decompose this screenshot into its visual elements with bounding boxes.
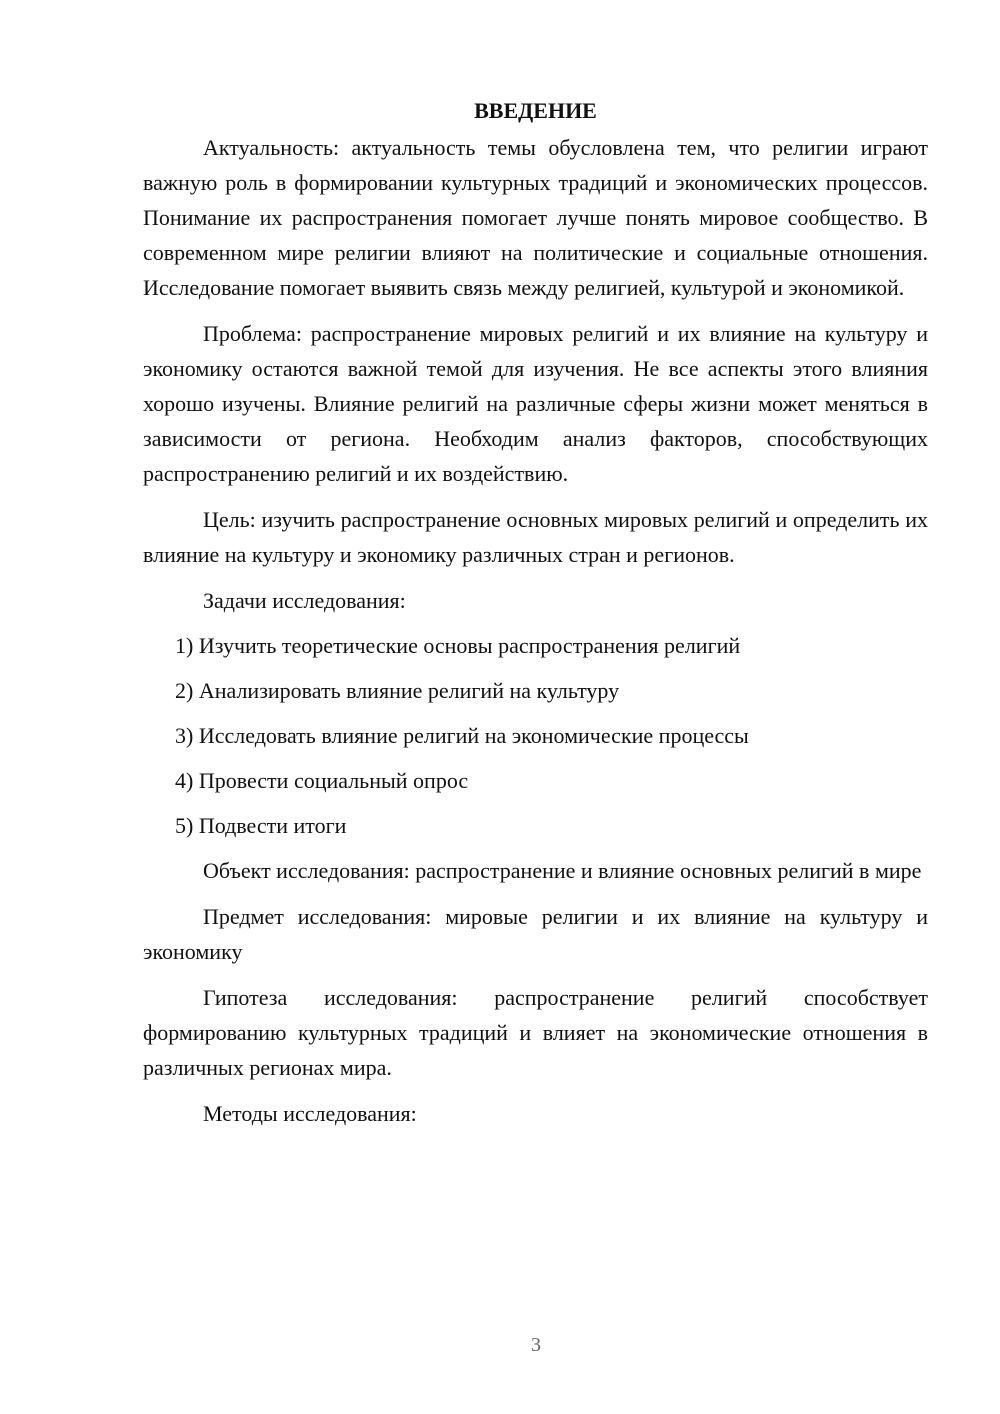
section-heading: ВВЕДЕНИЕ: [474, 98, 597, 123]
relevance-paragraph: Актуальность: актуальность темы обусловлена тем, что религии играют важную роль в формировании культурных традиций и экономических процессов. Понимание их распространения помогает лучше понять мировое сообщество. В современном мире религии влияют на политические и социальные отношения. Исследование помогает выявить связь между религией, культурой и экономикой.: [143, 135, 928, 300]
methods-title: Методы исследования:: [203, 1101, 417, 1126]
task-item: 1) Изучить теоретические основы распространения религий: [175, 633, 741, 658]
subject-paragraph: Предмет исследования: мировые религии и их влияние на культуру и экономику: [143, 904, 928, 964]
hypothesis-paragraph: Гипотеза исследования: распространение религий способствует формированию культурных традиций и влияет на экономические отношения в различных регионах мира.: [143, 985, 928, 1080]
page-number: 3: [531, 1334, 541, 1356]
tasks-list: [143, 628, 928, 843]
task-item: 4) Провести социальный опрос: [175, 768, 469, 793]
problem-paragraph: Проблема: распространение мировых религий и их влияние на культуру и экономику остаются важной темой для изучения. Не все аспекты этого влияния хорошо изучены. Влияние религий на различные сферы жизни может меняться в зависимости от региона. Необходим анализ факторов, способствующих распространению религий и их воздействию.: [143, 321, 928, 486]
goal-paragraph: Цель: изучить распространение основных мировых религий и определить их влияние на культуру и экономику различных стран и регионов.: [143, 507, 928, 567]
tasks-title: Задачи исследования:: [203, 588, 406, 613]
task-item: 5) Подвести итоги: [175, 813, 347, 838]
page-content: [143, 96, 928, 1141]
object-paragraph: Объект исследования: распространение и влияние основных религий в мире: [203, 858, 922, 883]
task-item: 2) Анализировать влияние религий на культуру: [175, 678, 620, 703]
task-item: 3) Исследовать влияние религий на экономические процессы: [175, 723, 749, 748]
